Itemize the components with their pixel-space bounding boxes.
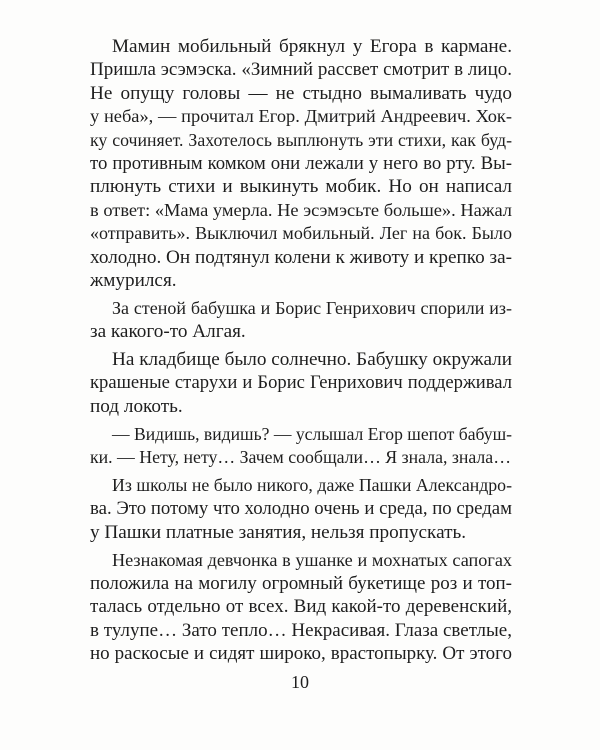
text-line: Мамин мобильный брякнул у Егора в кармане.	[112, 36, 512, 57]
text-line: ва. Это потому что холодно очень и среда, по средам	[90, 498, 512, 520]
text-line: крашеные старухи и Борис Генрихович поддерживал	[90, 372, 512, 394]
body-text	[90, 35, 512, 666]
text-line: — Видишь, видишь? — услышал Егор шепот бабуш-	[112, 423, 512, 444]
text-line: за какого-то Алгая.	[90, 321, 246, 343]
paragraph-2	[90, 297, 512, 344]
text-line: «отправить». Выключил мобильный. Лег на бок. Было	[90, 223, 512, 244]
text-line: жмурился.	[90, 269, 177, 291]
text-line: но раскосые и сидят широко, врастопырку. От этого	[90, 643, 512, 665]
paragraph-1	[90, 35, 512, 292]
text-line: в ответ: «Мама умерла. Не эсэмэсьте больше». Нажал	[90, 199, 512, 220]
text-line: то противным комком они лежали у него во рту. Вы-	[90, 152, 512, 174]
text-line: Пришла эсэмэска. «Зимний рассвет смотрит в лицо.	[90, 59, 512, 81]
text-line: Незнакомая девчонка в ушанке и мохнатых сапогах	[112, 549, 512, 570]
page-number: 10	[291, 672, 309, 692]
text-line: Из школы не было никого, даже Пашки Александро-	[112, 475, 512, 496]
paragraph-6	[90, 549, 512, 666]
text-line: талась отдельно от всех. Вид какой-то деревенский,	[90, 596, 512, 618]
text-line: На кладбище было солнечно. Бабушку окружали	[112, 349, 512, 371]
text-line: плюнуть стихи и выкинуть мобик. Но он написал	[90, 176, 512, 198]
paragraph-3	[90, 348, 512, 418]
text-line: ки. — Нету, нету… Зачем сообщали… Я знала, знала…	[90, 447, 511, 468]
paragraph-5	[90, 474, 512, 544]
text-line: ку сочиняет. Захотелось выплюнуть эти стихи, как буд-	[90, 129, 512, 150]
text-line: положила на могилу огромный букетище роз и топ-	[90, 573, 512, 595]
text-line: За стеной бабушка и Борис Генрихович спорили из-	[112, 297, 512, 318]
text-line: у неба», — прочитал Егор. Дмитрий Андреевич. Хок-	[90, 106, 512, 127]
text-line: в тулупе… Зато тепло… Некрасивая. Глаза светлые,	[90, 619, 512, 641]
paragraph-4	[90, 423, 512, 470]
text-line: под локоть.	[90, 395, 183, 417]
text-line: у Пашки платные занятия, нельзя пропускать.	[90, 521, 467, 543]
text-line: холодно. Он подтянул колени к животу и крепко за-	[90, 246, 512, 268]
text-line: Не опущу головы — не стыдно вымаливать чудо	[90, 82, 512, 104]
